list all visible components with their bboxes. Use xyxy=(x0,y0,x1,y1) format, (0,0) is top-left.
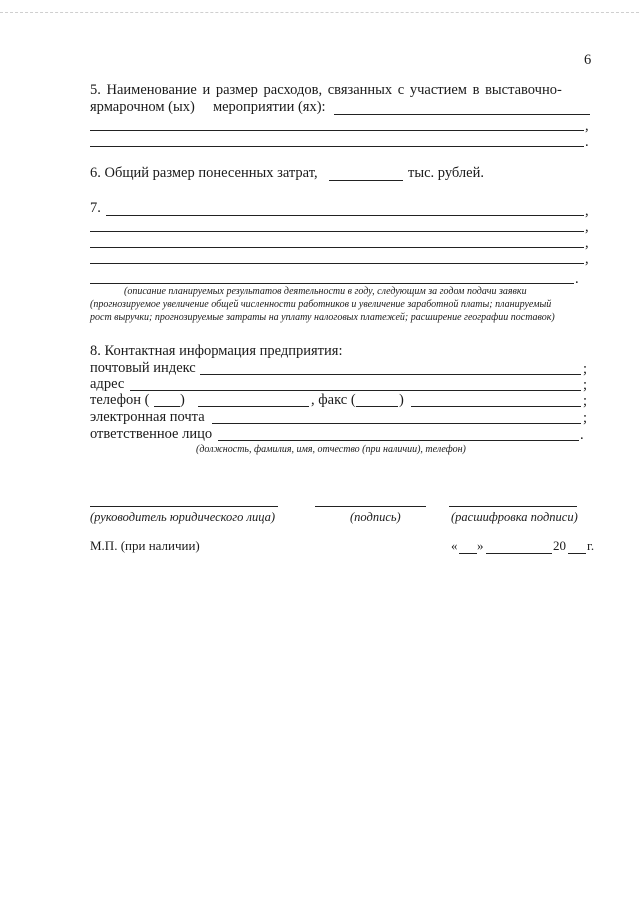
postal-index-field[interactable] xyxy=(200,374,581,375)
signature-line[interactable] xyxy=(315,506,426,507)
section7-blank-3[interactable] xyxy=(90,247,584,248)
email-field[interactable] xyxy=(212,423,581,424)
section7-period: . xyxy=(575,271,579,287)
section7-comma-4: , xyxy=(585,251,589,267)
phone-label: телефон ( xyxy=(90,392,150,408)
year-suffix: г. xyxy=(587,538,595,553)
fax-number-field[interactable] xyxy=(411,406,581,407)
responsible-caption: (должность, фамилия, имя, отчество (при наличии), телефон) xyxy=(196,444,466,455)
date-close-quote: » xyxy=(477,538,484,553)
address-field[interactable] xyxy=(130,390,581,391)
section5-comma: , xyxy=(585,118,589,134)
section5-line1: 5. Наименование и размер расходов, связанных с участием в выставочно- xyxy=(90,82,562,98)
section5-period: . xyxy=(585,134,589,150)
stamp-label: М.П. (при наличии) xyxy=(90,538,200,553)
section6-suffix: тыс. рублей. xyxy=(408,165,484,181)
section7-caption-2: (прогнозируемое увеличение общей численности работников и увеличение заработной платы; планируемый xyxy=(90,299,552,310)
fax-code-field[interactable] xyxy=(356,406,398,407)
section6-prefix: 6. Общий размер понесенных затрат, xyxy=(90,165,318,181)
postal-label: почтовый индекс xyxy=(90,360,196,376)
email-semicolon: ; xyxy=(583,410,588,426)
section7-caption-1: (описание планируемых результатов деятельности в году, следующим за годом подачи заявки xyxy=(124,286,527,297)
phone-close: ) xyxy=(180,392,185,408)
email-label: электронная почта xyxy=(90,409,205,425)
date-open-quote: « xyxy=(451,538,458,553)
fax-label: , факс ( xyxy=(311,392,356,408)
phone-number-field[interactable] xyxy=(198,406,309,407)
fax-close: ) xyxy=(399,392,404,408)
section5-blank-3[interactable] xyxy=(90,146,584,147)
responsible-field[interactable] xyxy=(218,440,579,441)
section7-number: 7. xyxy=(90,200,101,216)
year-prefix: 20 xyxy=(553,538,566,553)
section7-blank-5[interactable] xyxy=(90,283,574,284)
section5-blank-2[interactable] xyxy=(90,130,584,131)
head-label: (руководитель юридического лица) xyxy=(90,510,276,524)
decode-signature-line[interactable] xyxy=(449,506,577,507)
phone-code-field[interactable] xyxy=(154,406,180,407)
postal-semicolon: ; xyxy=(583,361,588,377)
decode-label: (расшифровка подписи) xyxy=(451,510,578,524)
address-semicolon: ; xyxy=(583,377,588,393)
head-signature-line[interactable] xyxy=(90,506,278,507)
signature-label: (подпись) xyxy=(350,510,401,524)
section7-blank-4[interactable] xyxy=(90,263,584,264)
date-month-field[interactable] xyxy=(486,553,552,554)
section7-comma-2: , xyxy=(585,219,589,235)
date-day-field[interactable] xyxy=(459,553,477,554)
section5-blank-1[interactable] xyxy=(334,114,590,115)
section7-caption-3: рост выручки; прогнозируемые затраты на уплату налоговых платежей; расширение географии поставок) xyxy=(90,312,555,323)
scan-edge-line xyxy=(0,12,639,13)
phone-semicolon: ; xyxy=(583,393,588,409)
section6-amount-blank[interactable] xyxy=(329,180,403,181)
responsible-label: ответственное лицо xyxy=(90,426,213,442)
date-year-field[interactable] xyxy=(568,553,586,554)
section5-line2: ярмарочном (ых) мероприятии (ях): xyxy=(90,99,326,115)
section7-blank-1[interactable] xyxy=(106,215,584,216)
page-number: 6 xyxy=(584,52,592,68)
section7-comma-3: , xyxy=(585,235,589,251)
address-label: адрес xyxy=(90,376,125,392)
section7-comma-1: , xyxy=(585,203,589,219)
section8-title: 8. Контактная информация предприятия: xyxy=(90,343,343,359)
section7-blank-2[interactable] xyxy=(90,231,584,232)
responsible-period: . xyxy=(580,427,584,443)
